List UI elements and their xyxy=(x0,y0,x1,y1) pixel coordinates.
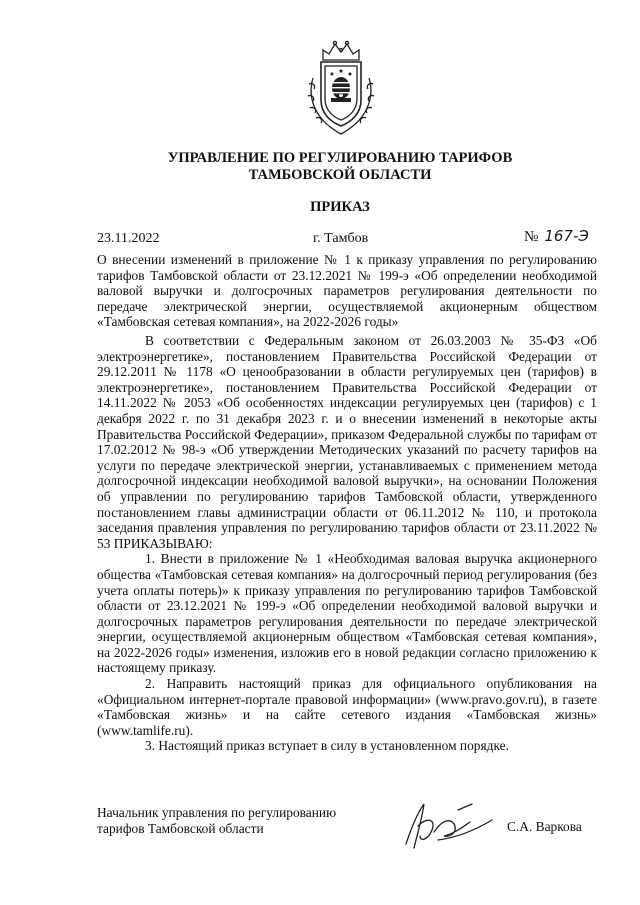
number-label: № xyxy=(524,229,539,245)
signatory-name: С.А. Варкова xyxy=(507,819,582,834)
organization-name-line1: УПРАВЛЕНИЕ ПО РЕГУЛИРОВАНИЮ ТАРИФОВ xyxy=(167,150,513,166)
order-item-1: 1. Внести в приложение № 1 «Необходимая валовая выручка акционерного общества «Тамбовская сетевая компания» на долгосрочный период регулирования (без учета оплаты потерь)» к приказу управления по регулированию тарифов Тамбовской области от 23.12.2021 № 199-э «Об определении необходимой валовой выручки и долгосрочных параметров регулирования деятельности по передаче электрической энергии, осуществляемой акционерным обществом «Тамбовская сетевая компания», на 2022-2026 годы» изменения, изложив его в новой редакции согласно приложению к настоящему приказу. xyxy=(97,551,597,676)
number-value: 167-Э xyxy=(544,227,589,245)
signatory-position xyxy=(97,805,336,836)
handwritten-signature xyxy=(398,796,498,852)
document-body xyxy=(97,333,597,754)
order-item-2: 2. Направить настоящий приказ для официального опубликования на «Официальном интернет-портале правовой информации» (www.pravo.gov.ru), в газете «Тамбовская жизнь» и на сайте сетевого издания «Тамбовская жизнь» (www.tamlife.ru). xyxy=(97,676,597,738)
document-subject: О внесении изменений в приложение № 1 к приказу управления по регулированию тарифов Тамбовской области от 23.12.2021 № 199-э «Об определении необходимой валовой выручки и долгосрочных параметров регулирования деятельности по передаче электрической энергии, осуществляемой акционерным обществом «Тамбовская сетевая компания», на 2022-2026 годы» xyxy=(97,252,597,330)
document-city: г. Тамбов xyxy=(313,231,369,246)
tambov-coat-of-arms-icon xyxy=(299,38,383,138)
document-type-title: ПРИКАЗ xyxy=(310,199,370,215)
organization-name-line2: ТАМБОВСКОЙ ОБЛАСТИ xyxy=(248,167,432,183)
preamble-paragraph: В соответствии с Федеральным законом от 26.03.2003 № 35-ФЗ «Об электроэнергетике», постановлением Правительства Российской Федерации от 29.12.2011 № 1178 «О ценообразовании в области регулируемых цен (тарифов) в электроэнергетике», постановлением Правительства Российской Федерации от 14.11.2022 № 2053 «Об особенностях индексации регулируемых цен (тарифов) с 1 декабря 2022 г. по 31 декабря 2023 г. и о внесении изменений в некоторые акты Правительства Российской Федерации», приказом Федеральной службы по тарифам от 17.02.2012 № 98-э «Об утверждении Методических указаний по расчету тарифов на услуги по передаче электрической энергии, устанавливаемых с применением метода долгосрочной индексации необходимой валовой выручки», на основании Положения об управлении по регулированию тарифов Тамбовской области, утвержденного постановлением главы администрации области от 06.11.2012 № 110, и протокола заседания правления управления по регулированию тарифов области от 23.11.2022 № 53 ПРИКАЗЫВАЮ: xyxy=(97,333,597,551)
signatory-position-line1: Начальник управления по регулированию xyxy=(97,805,337,820)
document-number xyxy=(524,227,589,246)
order-item-3: 3. Настоящий приказ вступает в силу в установленном порядке. xyxy=(145,738,509,754)
document-date: 23.11.2022 xyxy=(97,231,160,246)
signatory-position-line2: тарифов Тамбовской области xyxy=(97,820,264,836)
